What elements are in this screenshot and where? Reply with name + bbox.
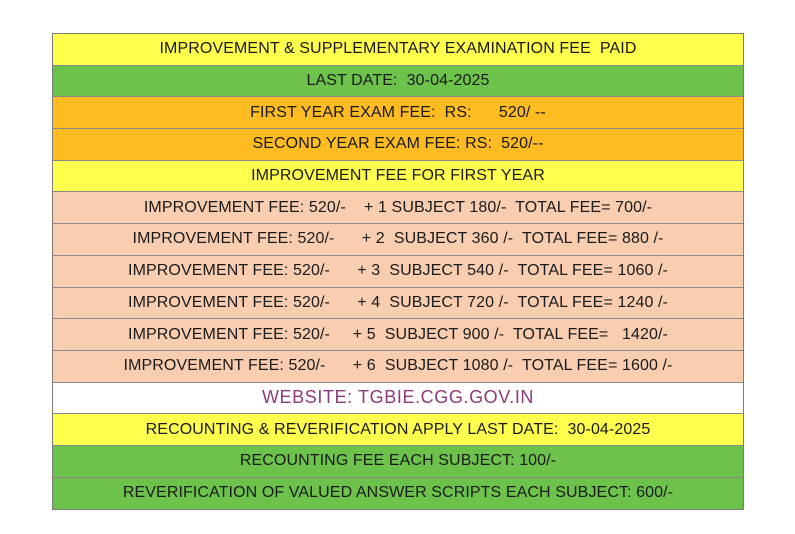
improvement-row-4: IMPROVEMENT FEE: 520/- + 4 SUBJECT 720 /- TOTAL FEE= 1240 /- xyxy=(53,288,743,320)
second-year-fee-row: SECOND YEAR EXAM FEE: RS: 520/-- xyxy=(53,129,743,161)
improvement-row-3: IMPROVEMENT FEE: 520/- + 3 SUBJECT 540 /- TOTAL FEE= 1060 /- xyxy=(53,256,743,288)
reverification-fee-row: REVERIFICATION OF VALUED ANSWER SCRIPTS EACH SUBJECT: 600/- xyxy=(53,478,743,510)
recounting-last-date-row: RECOUNTING & REVERIFICATION APPLY LAST DATE: 30-04-2025 xyxy=(53,414,743,446)
fee-table xyxy=(52,33,744,510)
last-date-row: LAST DATE: 30-04-2025 xyxy=(53,66,743,98)
improvement-row-2: IMPROVEMENT FEE: 520/- + 2 SUBJECT 360 /- TOTAL FEE= 880 /- xyxy=(53,224,743,256)
improvement-row-1: IMPROVEMENT FEE: 520/- + 1 SUBJECT 180/- TOTAL FEE= 700/- xyxy=(53,192,743,224)
improvement-row-5: IMPROVEMENT FEE: 520/- + 5 SUBJECT 900 /- TOTAL FEE= 1420/- xyxy=(53,319,743,351)
recounting-fee-row: RECOUNTING FEE EACH SUBJECT: 100/- xyxy=(53,446,743,478)
title-row: IMPROVEMENT & SUPPLEMENTARY EXAMINATION FEE PAID xyxy=(53,34,743,66)
improvement-row-6: IMPROVEMENT FEE: 520/- + 6 SUBJECT 1080 /- TOTAL FEE= 1600 /- xyxy=(53,351,743,383)
website-row: WEBSITE: TGBIE.CGG.GOV.IN xyxy=(53,383,743,415)
improvement-heading-row: IMPROVEMENT FEE FOR FIRST YEAR xyxy=(53,161,743,193)
first-year-fee-row: FIRST YEAR EXAM FEE: RS: 520/ -- xyxy=(53,97,743,129)
